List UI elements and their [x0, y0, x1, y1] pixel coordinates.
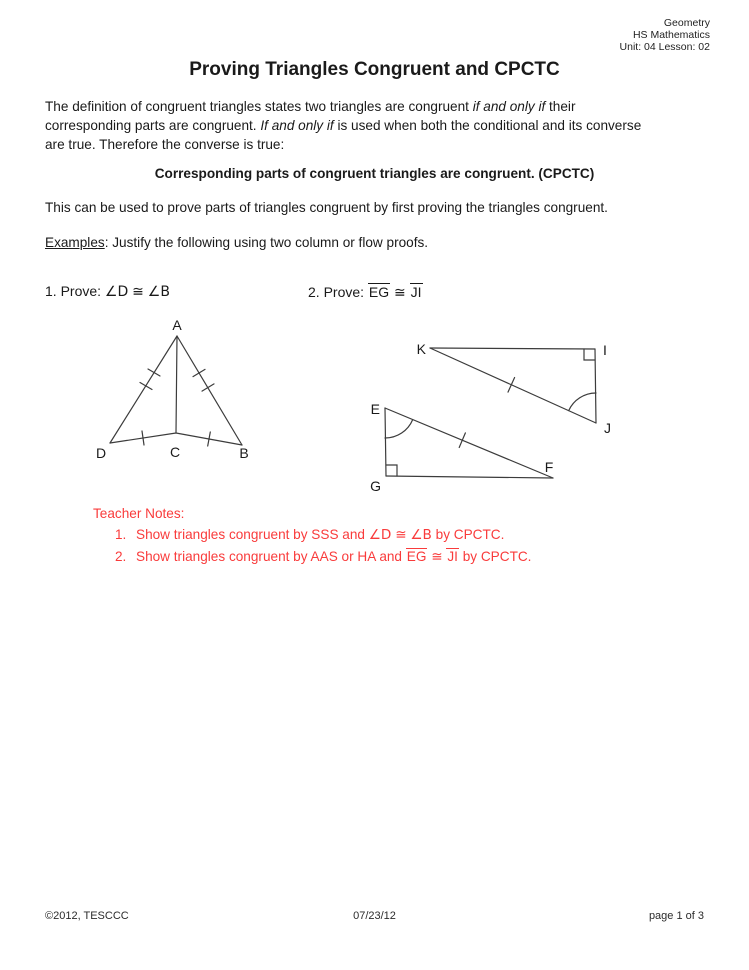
footer-date: 07/23/12: [353, 910, 396, 922]
teacher-notes-heading: Teacher Notes:: [93, 506, 185, 521]
problem-2-prefix: 2. Prove:: [308, 284, 365, 300]
segment-eg-overline: EG: [368, 284, 390, 300]
problem-1-statement: [45, 283, 170, 300]
segment-ji-overline: JI: [447, 549, 458, 564]
problem-1-prefix: 1. Prove:: [45, 283, 102, 299]
angle-arc-j: [569, 393, 596, 411]
intro-paragraph: The definition of congruent triangles states two triangles are congruent if and only if their corresponding parts are congruent. If and only if is used when both the conditional and its converse are true. Therefore the converse is true:: [45, 99, 642, 152]
segment-ji-overline: JI: [410, 284, 422, 300]
side-gf: [386, 476, 553, 478]
side-ki: [430, 348, 595, 349]
page-title: Proving Triangles Congruent and CPCTC: [189, 59, 560, 80]
right-angle-mark-g: [386, 465, 397, 476]
examples-line: [45, 235, 735, 250]
figure-2-triangles-kij-egf: [356, 330, 624, 496]
problem-1-angle-b: ∠B: [147, 284, 170, 300]
page-footer: [45, 910, 704, 926]
vertex-label-f: F: [544, 459, 554, 475]
header-subject: HS Mathematics: [632, 29, 710, 41]
problem-1-angle-d: ∠D: [104, 284, 129, 300]
problem-2-statement: [308, 283, 423, 301]
congruent-symbol: ≅: [395, 527, 407, 543]
angle-arc-e: [385, 420, 413, 438]
document-header: [620, 17, 710, 53]
side-ef: [385, 408, 553, 478]
tick-mark: [508, 378, 515, 393]
header-unit-lesson: Unit: 04 Lesson: 02: [619, 41, 710, 53]
angle-d: ∠D: [368, 527, 392, 543]
side-ad: [110, 336, 177, 443]
teacher-note-2: [93, 546, 693, 568]
intro-italic-2: If and only if: [260, 118, 334, 133]
teacher-note-1: [93, 524, 693, 546]
segment-ac: [176, 336, 177, 433]
congruent-symbol: ≅: [431, 549, 443, 565]
vertex-label-k: K: [416, 341, 426, 357]
header-course: Geometry: [663, 17, 710, 29]
side-eg: [385, 408, 386, 476]
congruent-symbol: ≅: [132, 284, 144, 300]
usage-paragraph: This can be used to prove parts of triangles congruent by first proving the triangles congruent.: [45, 200, 608, 215]
right-angle-mark-i: [584, 349, 595, 360]
note-number: 2.: [115, 549, 127, 564]
segment-eg-overline: EG: [406, 549, 427, 564]
note-text: Show triangles congruent by AAS or HA and EG ≅ JI by CPCTC.: [136, 549, 532, 565]
vertex-label-c: C: [169, 444, 181, 460]
vertex-label-d: D: [95, 445, 107, 461]
vertex-label-b: B: [239, 445, 249, 461]
tick-mark: [148, 369, 160, 376]
congruent-symbol: ≅: [394, 285, 406, 301]
examples-label: Examples: [45, 235, 105, 250]
intro-italic-1: if and only if: [472, 99, 546, 114]
footer-copyright: ©2012, TESCCC: [45, 910, 129, 922]
examples-rest: : Justify the following using two column or flow proofs.: [104, 235, 429, 250]
figure-1-triangle-dab: [88, 312, 263, 464]
side-kj: [430, 348, 596, 423]
vertex-label-a: A: [172, 317, 182, 333]
note-number: 1.: [115, 527, 127, 542]
note-text: Show triangles congruent by SSS and ∠D ≅ ∠B by CPCTC.: [136, 527, 505, 543]
side-ab: [177, 336, 242, 445]
vertex-label-j: J: [604, 420, 611, 436]
angle-b: ∠B: [410, 527, 432, 543]
intro-text: The definition of congruent triangles states two triangles are congruent: [45, 99, 473, 114]
tick-mark: [193, 369, 205, 376]
tick-mark: [202, 384, 214, 391]
vertex-label-e: E: [370, 401, 380, 417]
tick-mark: [140, 383, 152, 390]
tick-mark: [459, 433, 465, 448]
teacher-notes: [93, 503, 693, 568]
footer-page-number: page 1 of 3: [648, 910, 704, 922]
vertex-label-i: I: [603, 342, 607, 358]
cpctc-statement: Corresponding parts of congruent triangles are congruent. (CPCTC): [154, 166, 595, 181]
vertex-label-g: G: [370, 478, 381, 494]
